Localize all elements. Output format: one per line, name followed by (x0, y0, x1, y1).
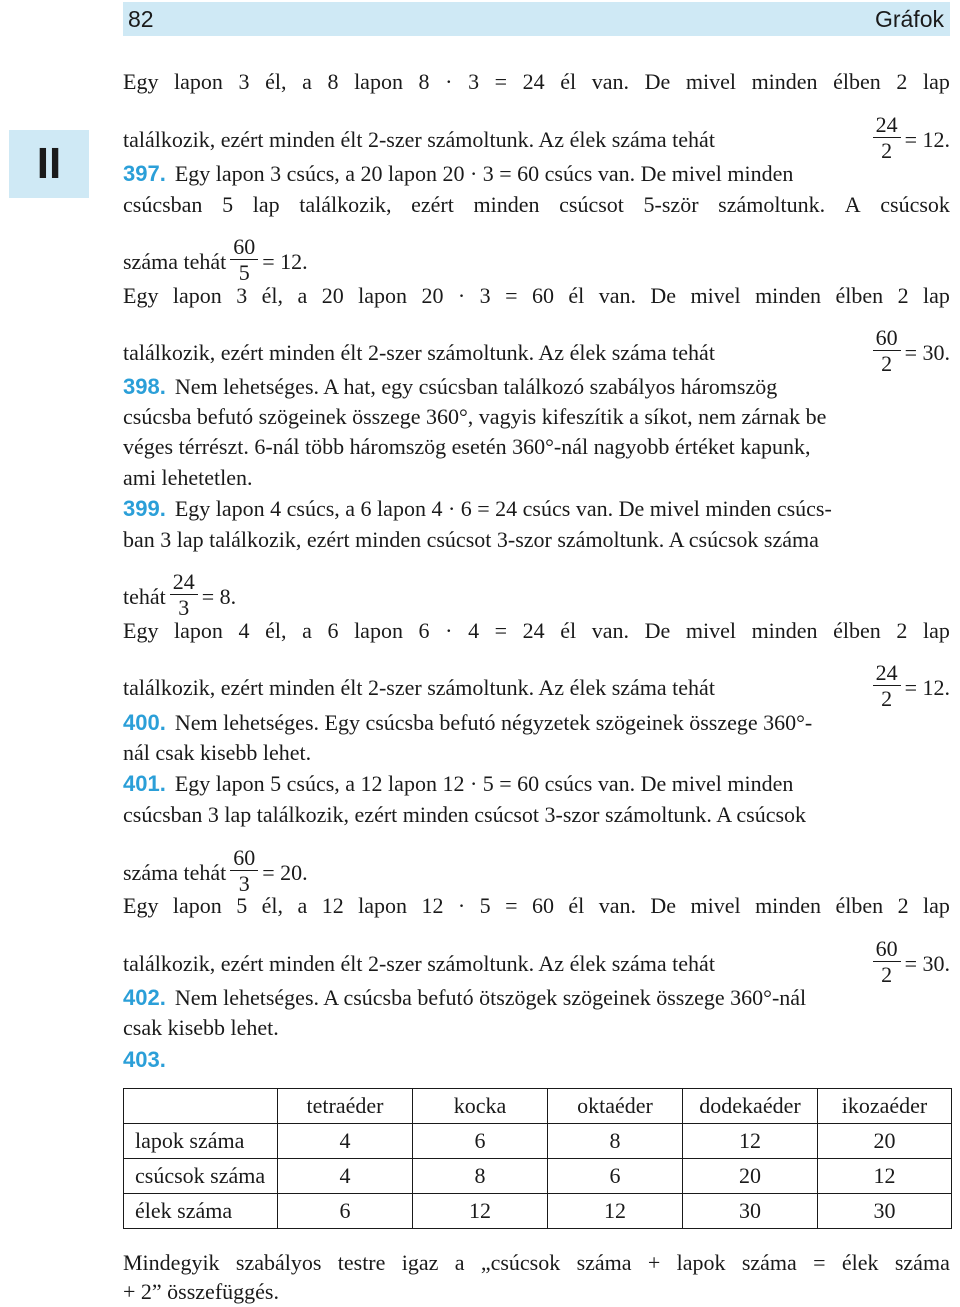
problem-number: 399. (123, 496, 166, 521)
denominator: 3 (238, 871, 250, 896)
text-line: ami lehetetlen. (123, 465, 253, 490)
chapter-title: Gráfok (874, 5, 944, 32)
text-segment: Nem lehetséges. A hat, egy csúcsban találkozó szabályos háromszög (174, 374, 778, 399)
text-line: csak kisebb lehet. (123, 1015, 279, 1040)
table-header-cell: dodekaéder (683, 1089, 818, 1124)
text-line: csúcsban 5 lap találkozik, ezért minden csúcsot 5-ször számoltunk. A csúcsok (123, 192, 950, 217)
polyhedra-table (123, 1088, 952, 1229)
text-segment: = 12. (904, 126, 950, 152)
problem-402-line (123, 984, 950, 1012)
fraction (873, 326, 901, 375)
text-segment: száma tehát (123, 859, 227, 885)
page-number: 82 (128, 5, 154, 32)
numerator: 24 (873, 113, 901, 138)
table-cell: 4 (278, 1159, 413, 1194)
problem-399-line (123, 495, 950, 523)
text-line: ban 3 lap találkozik, ezért minden csúcsot 3-szor számoltunk. A csúcsok száma (123, 527, 819, 552)
text-line: nál csak kisebb lehet. (123, 740, 312, 765)
denominator: 2 (881, 138, 893, 163)
text-line: + 2” összefüggés. (123, 1279, 279, 1304)
text-segment: Egy lapon 4 csúcs, a 6 lapon 4 · 6 = 24 csúcs van. De mivel minden csúcs- (174, 496, 832, 521)
text-segment: találkozik, ezért minden élt 2-szer számoltunk. Az élek száma tehát (123, 950, 715, 976)
text-segment: Nem lehetséges. Egy csúcsba befutó négyzetek szögeinek összege 360°- (174, 710, 813, 735)
table-cell: 12 (548, 1194, 683, 1229)
fraction (170, 570, 198, 619)
denominator: 3 (178, 595, 190, 620)
numerator: 60 (873, 326, 901, 351)
text-segment: = 8. (201, 583, 237, 609)
text-segment: találkozik, ezért minden élt 2-szer számoltunk. Az élek száma tehát (123, 339, 715, 365)
table-row-label: élek száma (124, 1194, 278, 1229)
text-line (123, 234, 950, 286)
text-line (123, 845, 950, 897)
problem-397-line (123, 160, 950, 188)
text-line (123, 936, 950, 988)
problem-number: 403. (123, 1047, 166, 1072)
denominator: 5 (238, 260, 250, 285)
text-line (123, 660, 950, 712)
table-cell: 8 (548, 1124, 683, 1159)
text-line: csúcsban 3 lap találkozik, ezért minden csúcsot 3-szor számoltunk. A csúcsok (123, 802, 807, 827)
problem-number: 398. (123, 374, 166, 399)
numerator: 24 (170, 570, 198, 595)
text-segment: = 30. (904, 339, 950, 365)
problem-401-line (123, 770, 950, 798)
text-line: Mindegyik szabályos testre igaz a „csúcsok száma + lapok száma = élek száma (123, 1250, 950, 1275)
table-header-cell: kocka (413, 1089, 548, 1124)
text-segment: találkozik, ezért minden élt 2-szer számoltunk. Az élek száma tehát (123, 126, 715, 152)
table-cell: 30 (683, 1194, 818, 1229)
table-header-row (124, 1089, 952, 1124)
table-row (124, 1124, 952, 1159)
fraction (230, 235, 258, 284)
text-line: Egy lapon 3 él, a 8 lapon 8 · 3 = 24 él van. De mivel minden élben 2 lap (123, 69, 950, 94)
table-cell: 4 (278, 1124, 413, 1159)
table-cell: 12 (818, 1159, 952, 1194)
problem-number: 400. (123, 710, 166, 735)
fraction (873, 113, 901, 162)
numerator: 60 (230, 235, 258, 260)
fraction (230, 846, 258, 895)
table-header-cell: ikozaéder (818, 1089, 952, 1124)
problem-400-line (123, 709, 950, 737)
table-header-cell: oktaéder (548, 1089, 683, 1124)
table-cell: 6 (548, 1159, 683, 1194)
text-line: Egy lapon 5 él, a 12 lapon 12 · 5 = 60 él van. De mivel minden élben 2 lap (123, 893, 950, 918)
denominator: 2 (881, 686, 893, 711)
table-cell: 12 (683, 1124, 818, 1159)
text-line (123, 112, 950, 164)
text-line: véges térrészt. 6-nál több háromszög esetén 360°-nál nagyobb értéket kapunk, (123, 434, 811, 459)
fraction (873, 937, 901, 986)
table-cell: 20 (818, 1124, 952, 1159)
table-cell: 20 (683, 1159, 818, 1194)
text-line: csúcsba befutó szögeinek összege 360°, vagyis kifeszítik a síkot, nem zárnak be (123, 404, 827, 429)
text-segment: = 12. (262, 248, 308, 274)
table-cell: 8 (413, 1159, 548, 1194)
problem-number: 401. (123, 771, 166, 796)
text-line (123, 569, 950, 621)
fraction (873, 661, 901, 710)
text-line: Egy lapon 3 él, a 20 lapon 20 · 3 = 60 él van. De mivel minden élben 2 lap (123, 283, 950, 308)
chapter-tab: II (9, 130, 89, 198)
table-cell: 6 (413, 1124, 548, 1159)
problem-398-line (123, 373, 950, 401)
numerator: 60 (230, 846, 258, 871)
text-segment: találkozik, ezért minden élt 2-szer számoltunk. Az élek száma tehát (123, 674, 715, 700)
text-segment: száma tehát (123, 248, 227, 274)
text-line: Egy lapon 4 él, a 6 lapon 6 · 4 = 24 él van. De mivel minden élben 2 lap (123, 618, 950, 643)
table-row-label: lapok száma (124, 1124, 278, 1159)
table-row (124, 1194, 952, 1229)
problem-number: 402. (123, 985, 166, 1010)
text-line (123, 325, 950, 377)
numerator: 24 (873, 661, 901, 686)
denominator: 2 (881, 962, 893, 987)
problem-number: 397. (123, 161, 166, 186)
table-row-label: csúcsok száma (124, 1159, 278, 1194)
denominator: 2 (881, 351, 893, 376)
table-cell: 30 (818, 1194, 952, 1229)
text-segment: = 30. (904, 950, 950, 976)
text-segment: Egy lapon 3 csúcs, a 20 lapon 20 · 3 = 60 csúcs van. De mivel minden (174, 161, 794, 186)
problem-403-line (123, 1046, 950, 1074)
table-header-cell: tetraéder (278, 1089, 413, 1124)
table-row (124, 1159, 952, 1194)
table-cell: 12 (413, 1194, 548, 1229)
text-segment: tehát (123, 583, 166, 609)
numerator: 60 (873, 937, 901, 962)
text-segment: = 20. (262, 859, 308, 885)
table-cell: 6 (278, 1194, 413, 1229)
text-segment: Nem lehetséges. A csúcsba befutó ötszögek szögeinek összege 360°-nál (174, 985, 807, 1010)
text-segment: Egy lapon 5 csúcs, a 12 lapon 12 · 5 = 60 csúcs van. De mivel minden (174, 771, 794, 796)
table-header-cell (124, 1089, 278, 1124)
page-header (123, 2, 950, 36)
text-segment: = 12. (904, 674, 950, 700)
